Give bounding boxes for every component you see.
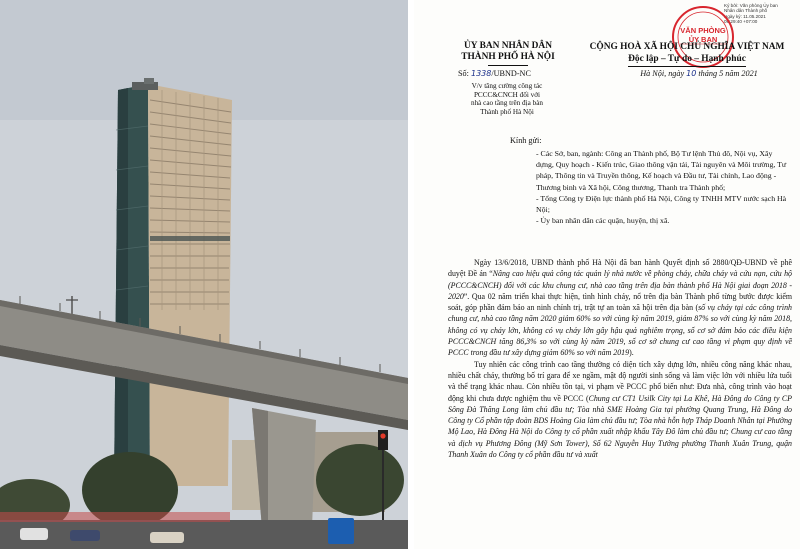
- recipient-item: - Các Sở, ban, ngành: Công an Thành phố, Bộ Tư lệnh Thủ đô, Nội vụ, Xây dựng, Quy hoạch - Kiến trúc, Giao thông vận tải, Tài nguyên và Môi trường, Tư pháp, Thông tin và Truyền thông, Kế hoạch và Đầu tư, Tài chính, Lao động - Thương binh và Xã hội, Công thương, Thanh tra Thành phố;: [536, 149, 787, 192]
- number-handwritten: 1338: [470, 69, 492, 78]
- p2-text-a: Tuy nhiên các công trình cao tầng thường có diện tích xây dựng lớn, nhiều công năng khác nhau, nhiều chất cháy, thường bố trí gara để xe ngầm, mật độ người sinh sống và làm việc lớn với nhiều lứa tuổi và thể trạng khác nhau. Còn nhiều tồn tại, vi phạm về PCCC phổ biến như: Đưa nhà, công trình vào hoạt động khi chưa được nghiệm thu về PCCC (: [448, 359, 792, 403]
- recipient-item: - Ủy ban nhân dân các quận, huyện, thị xã.: [536, 216, 670, 226]
- document-subject: [448, 82, 566, 116]
- subject-line: V/v tăng cường công tác: [471, 82, 543, 90]
- p1-text-c: ).: [629, 348, 634, 358]
- date-day-handwritten: 10: [686, 69, 697, 78]
- p1-italic-a: Nâng cao hiệu quả công tác quản lý nhà nước về phòng cháy, chữa cháy và cứu nạn, cứu hộ (PCCC&CNCH) đối với các khu chung cư, nhà cao tầng trên địa bàn thành phố Hà Nội giai đoạn 2018 - 2020: [448, 269, 792, 301]
- p1-text-b: ”. Qua 02 năm triển khai thực hiện, tình hình cháy, nổ trên địa bàn Thành phố từng bước được kiểm soát, góp phần đảm bảo an ninh chính trị, trật tự an toàn xã hội trên địa bàn (: [448, 291, 792, 313]
- document-number: [458, 69, 531, 78]
- p1-text-a: Ngày 13/6/2018, UBND thành phố Hà Nội đã ban hành Quyết định số 2880/QĐ-UBND về phê duyệt Đề án “: [448, 258, 792, 279]
- date-month: 5: [719, 69, 724, 78]
- number-prefix: Số:: [458, 69, 469, 78]
- signature-line: Nhân dân Thành phố: [724, 8, 768, 14]
- motto-rule: [628, 66, 746, 67]
- date-middle: tháng: [698, 69, 718, 78]
- document-date: [614, 69, 784, 78]
- subject-line: Thành phố Hà Nội: [480, 107, 534, 116]
- signature-line: 09:29:40 +07:00: [724, 19, 758, 25]
- recipient-item: - Tổng Công ty Điện lực thành phố Hà Nội, Công ty TNHH MTV nước sạch Hà Nội;: [536, 193, 787, 215]
- authority-line2: THÀNH PHỐ HÀ NỘI: [461, 52, 555, 62]
- header-rule: [488, 65, 528, 66]
- signature-line: Ký bởi: Văn phòng Ủy ban: [724, 3, 778, 8]
- subject-line: PCCC&CNCH đối với: [473, 90, 541, 99]
- body-paragraph-2: [448, 359, 792, 461]
- number-suffix: /UBND-NC: [491, 69, 531, 78]
- date-prefix: Hà Nội, ngày: [640, 69, 685, 78]
- p1-italic-b: số vụ cháy tại các công trình chung cư, nhà cao tầng năm 2020 giảm 60% so với cùng kỳ năm 2019, giảm 87% so với cùng kỳ năm 2018, không có vụ cháy lớn, không có vụ cháy lớn gây hậu quả nghiêm trọng, số cơ sở đảm bảo các điều kiện PCCC&CNCH tăng 86,3% so với cùng kỳ năm 2019, số cơ sở chung cư cao tầng vi phạm quy định về PCCC trong đầu tư xây dựng giảm 60% so với năm 2019: [448, 303, 792, 358]
- official-document: [414, 0, 800, 549]
- national-motto: [582, 41, 792, 67]
- body-paragraph-1: [448, 257, 792, 359]
- authority-line1: ỦY BAN NHÂN DÂN: [464, 41, 552, 51]
- recipients-list: [536, 148, 790, 226]
- stamp-text-line1: VĂN PHÒNG: [680, 26, 726, 35]
- motto-line2: Độc lập – Tự do – Hạnh phúc: [628, 54, 746, 64]
- issuing-authority: [448, 41, 568, 66]
- date-year: năm 2021: [725, 69, 758, 78]
- subject-line: nhà cao tầng trên địa bàn: [470, 99, 544, 108]
- motto-line1: CỘNG HOÀ XÃ HỘI CHỦ NGHĨA VIỆT NAM: [589, 42, 785, 52]
- document-body: [448, 257, 792, 460]
- stamp-text-line2: ỦY BAN: [688, 35, 718, 44]
- p2-italic-a: Chung cư CT1 Usilk City tại La Khê, Hà Đông do Công ty CP Sông Đà Thăng Long làm chủ đầu tư; Tòa nhà SME Hoàng Gia tại phường Quang Trung, Hà Đông do Công ty Cổ phần tập đoàn BDS Hoàng Gia làm chủ đầu tư; Tòa nhà hỗn hợp Tháp Doanh Nhân tại Phường Mộ Lao, Hà Đông Hà Nội do Công ty cổ phần xuất nhập khẩu Tây Đô làm chủ đầu tư; Chung cư cao tầng và dịch vụ Phương Đông (Mỹ Sơn Tower), Số 62 Nguyễn Huy Tưởng phường Thanh Xuân Trung, quận Thanh Xuân do Công ty cổ phần đầu tư và xuất: [448, 393, 792, 460]
- recipients-label: Kính gửi:: [510, 136, 542, 145]
- signature-line: Ngày ký: 11.05.2021: [724, 13, 766, 19]
